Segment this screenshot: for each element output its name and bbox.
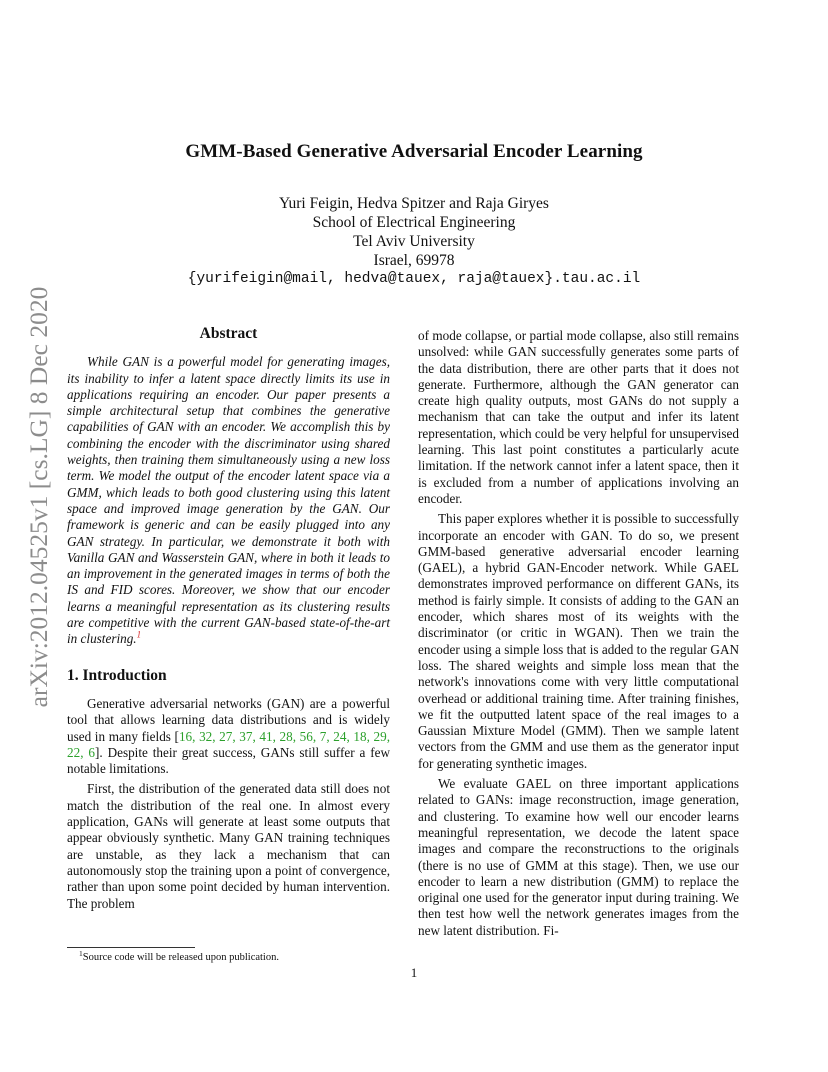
author-block: [0, 194, 828, 289]
intro-p1-text-end: ]. Despite their great success, GANs still suffer a few notable limitations.: [67, 744, 391, 777]
citation-links[interactable]: 16, 32, 27, 37, 41, 28, 56, 7, 24, 18, 29, 22, 6: [67, 728, 391, 760]
abstract-text: While GAN is a powerful model for generating images, its inability to infer a latent space directly limits its use in applications requiring an encoder. Our paper presents a simple architectural setup that combines the generative capabilities of GAN with an encoder. We accomplish this by combining the encoder with the discriminator using shared weights, then training them simultaneously using a new loss term. We model the output of the encoder latent space via a GMM, which leads to both good clustering using this latent space and improved image generation by the GAN. Our framework is generic and can be easily plugged into any GAN strategy. In particular, we demonstrate it both with Vanilla GAN and Wasserstein GAN, where in both it leads to an improvement in the generated images in terms of both the IS and FID scores. Moreover, we show that our encoder learns a meaningful representation as its clustering results are competitive with the current GAN-based state-of-the-art in clustering.: [67, 354, 390, 647]
paper-title: GMM-Based Generative Adversarial Encoder Learning: [185, 141, 643, 162]
left-column: [67, 326, 390, 912]
footnote-rule: [67, 947, 195, 948]
affiliation-address: Israel, 69978: [373, 252, 455, 269]
affiliation-school: School of Electrical Engineering: [312, 214, 516, 231]
right-column: [418, 328, 739, 939]
right-paragraph-3: We evaluate GAEL on three important applications related to GANs: image reconstruction, image generation, and clustering. To examine how well our encoder learns meaningful representation, we decode the latent space images and compare the reconstructions to the originals (there is no use of GMM at this stage). Then, we use our encoder to learn a new distribution (GMM) to replace the original one used for the generator input during training. We then test how well the network generates images from the new latent distribution. Fi-: [418, 776, 739, 938]
page-number: 1: [410, 965, 418, 980]
footnote: [67, 948, 390, 964]
author-emails: {yurifeigin@mail, hedva@tauex, raja@tauex}.tau.ac.il: [187, 271, 641, 287]
author-names: Yuri Feigin, Hedva Spitzer and Raja Giryes: [279, 195, 549, 212]
abstract-footnote-link[interactable]: 1: [136, 629, 142, 640]
intro-p1-text: Generative adversarial networks (GAN) are a powerful tool that allows learning data distributions and is widely used in many fields [: [67, 695, 390, 744]
affiliation-university: Tel Aviv University: [353, 233, 475, 250]
intro-paragraph-1: [67, 696, 390, 777]
arxiv-stamp-text: arXiv:2012.04525v1 [cs.LG] 8 Dec 2020: [24, 286, 53, 708]
right-paragraph-1: of mode collapse, or partial mode collapse, also still remains unsolved: while GAN successfully generates some parts of the data distribution, there are other parts that it does not generate. Furthermore, although the GAN generator can create high quality outputs, most GANs do not supply a mechanism that can take the output and infer its latent representation, which could be very helpful for unsupervised learning. This last point constitutes a particularly acute limitation. If the network cannot infer a latent space, then it is excluded from a number of applications involving an encoder.: [418, 328, 739, 506]
introduction-heading: 1. Introduction: [67, 666, 167, 684]
footnote-text: Source code will be released upon publication.: [82, 952, 279, 963]
arxiv-stamp: [9, 286, 69, 708]
intro-paragraph-2: First, the distribution of the generated data still does not match the distribution of the real one. In almost every application, GANs will generate at least some outputs that appear obviously synthetic. Many GAN training techniques are unstable, as they lack a mechanism that can autonomously stop the training upon a point of convergence, rather than upon some point decided by human intervention. The problem: [67, 781, 390, 911]
right-paragraph-2: This paper explores whether it is possible to successfully incorporate an encoder with GAN. To do so, we present GMM-based generative adversarial encoder learning (GAEL), a hybrid GAN-Encoder network. While GAEL demonstrates improved performance on different GANs, its method is fairly simple. It consists of adding to the GAN an encoder, which shares most of its weights with the discriminator (or critic in WGAN). Then we train the encoder using a simple loss that is added to the regular GAN loss. The shared weights and simple loss mean that the network's innovations come with very little computational overhead or additional training time. After training finishes, we fit the outputted latent space of the real images to a Gaussian Mixture Model (GMM). Then we sample latent vectors from the GMM and use them as the generator input for generating synthetic images.: [418, 511, 739, 771]
footnote-mark: 1: [79, 948, 83, 958]
abstract-heading: Abstract: [199, 325, 258, 342]
abstract-body: [67, 354, 390, 647]
